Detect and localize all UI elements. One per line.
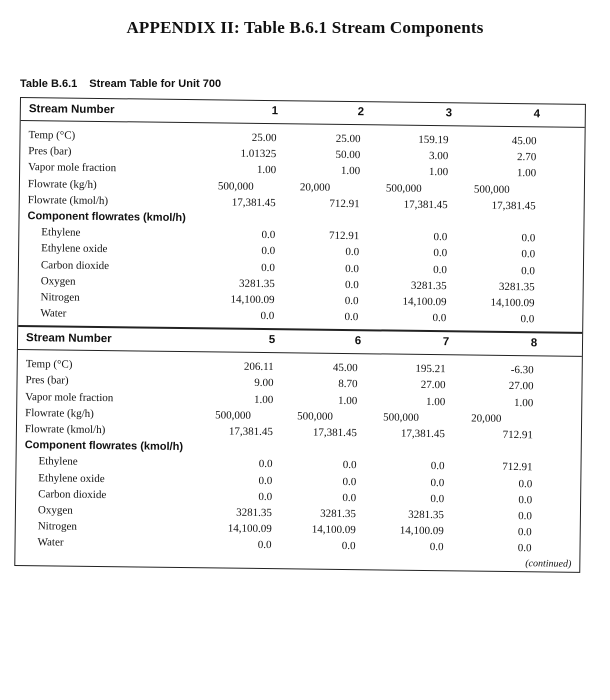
row-label: Oxygen (37, 504, 73, 517)
table-section-1 (18, 98, 585, 332)
table-cell: 0.0 (344, 294, 359, 308)
stream-table (14, 97, 586, 572)
table-cell: 17,381.45 (491, 199, 536, 213)
table-cell: 0.0 (518, 493, 533, 507)
table-cell: 1.00 (425, 395, 446, 408)
table-caption (20, 78, 221, 90)
stream-number: 7 (442, 336, 450, 349)
row-label: Flowrate (kg/h) (25, 406, 94, 420)
table-cell: 3281.35 (408, 508, 444, 522)
table-cell: 0.0 (258, 474, 273, 487)
row-label: Ethylene oxide (38, 471, 105, 485)
continued-note: (continued) (525, 557, 572, 570)
row-label: Ethylene (38, 455, 78, 469)
table-cell: 0.0 (344, 278, 359, 291)
table-cell: 0.0 (433, 263, 447, 276)
table-cell: 50.00 (335, 149, 361, 162)
table-cell: 3281.35 (236, 506, 273, 520)
table-cell: 0.0 (341, 540, 356, 553)
page-heading: APPENDIX II: Table B.6.1 Stream Components (126, 18, 484, 37)
table-cell: 2.70 (516, 151, 537, 164)
stream-number: 2 (357, 106, 365, 119)
row-label: Water (40, 307, 67, 320)
table-cell: 0.0 (257, 539, 272, 552)
table-cell: 17,381.45 (231, 196, 276, 209)
table-cell: 3281.35 (498, 280, 535, 293)
table-cell: 0.0 (261, 245, 276, 258)
table-cell: -6.30 (510, 364, 534, 377)
table-cell: 14,100.09 (230, 293, 275, 306)
stream-number-label: Stream Number (25, 332, 112, 346)
table-cell: 0.0 (429, 541, 444, 554)
table-cell: 0.0 (258, 458, 273, 471)
table-cell: 0.0 (520, 313, 535, 326)
row-label: Component flowrates (kmol/h) (27, 210, 186, 224)
table-cell: 0.0 (521, 232, 536, 245)
table-cell: 500,000 (383, 411, 419, 424)
table-cell: 0.0 (342, 475, 357, 488)
table-cell: 206.11 (243, 361, 274, 374)
table-section-2 (15, 325, 582, 571)
table-cell: 712.91 (502, 428, 533, 442)
table-cell: 3281.35 (320, 507, 357, 521)
row-label: Temp (°C) (25, 358, 73, 371)
table-cell: 0.0 (517, 542, 532, 555)
row-label: Pres (bar) (28, 145, 72, 158)
table-cell: 195.21 (415, 363, 446, 376)
table-cell: 25.00 (335, 132, 361, 146)
row-label: Ethylene (41, 226, 81, 239)
table-cell: 1.01325 (240, 147, 277, 161)
table-cell: 14,100.09 (490, 296, 535, 310)
table-cell: 1.00 (256, 164, 277, 177)
table-cell: 0.0 (518, 510, 532, 523)
table-cell: 17,381.45 (400, 427, 445, 441)
row-label: Vapor mole fraction (25, 390, 114, 404)
table-cell: 159.19 (418, 133, 449, 147)
table-cell: 3.00 (428, 150, 449, 163)
row-label: Carbon dioxide (38, 488, 107, 501)
table-cell: 20,000 (471, 412, 502, 425)
table-cell: 1.00 (513, 396, 534, 409)
row-label: Flowrate (kg/h) (27, 177, 97, 191)
row-label: Flowrate (kmol/h) (27, 193, 109, 207)
table-cell: 0.0 (345, 262, 360, 275)
table-cell: 1.00 (253, 393, 274, 406)
table-cell: 17,381.45 (228, 425, 273, 439)
row-label: Oxygen (40, 274, 76, 288)
stream-number: 4 (533, 108, 541, 121)
row-label: Flowrate (kmol/h) (24, 423, 106, 437)
table-cell: 14,100.09 (311, 523, 356, 537)
table-cell: 0.0 (344, 311, 359, 324)
table-cell: 0.0 (430, 460, 445, 473)
row-label: Temp (°C) (28, 129, 76, 142)
table-cell: 27.00 (420, 379, 446, 392)
table-cell: 500,000 (215, 409, 251, 422)
table-cell: 500,000 (473, 183, 510, 196)
row-label: Carbon dioxide (40, 258, 110, 272)
table-cell: 0.0 (518, 477, 533, 490)
table-cell: 0.0 (260, 310, 275, 323)
table-cell: 500,000 (297, 410, 333, 423)
table-cell: 3281.35 (410, 279, 447, 292)
table-cell: 9.00 (254, 377, 274, 390)
table-cell: 0.0 (433, 231, 448, 244)
table-cell: 27.00 (508, 380, 534, 393)
table-title: Stream Table for Unit 700 (89, 78, 222, 90)
stream-number: 1 (271, 105, 279, 118)
table-cell: 1.00 (516, 167, 537, 180)
table-cell: 14,100.09 (399, 524, 444, 538)
row-label: Component flowrates (kmol/h) (24, 439, 184, 454)
stream-number: 5 (268, 334, 276, 347)
stream-number: 3 (445, 107, 453, 120)
table-cell: 17,381.45 (312, 426, 357, 440)
table-cell: 0.0 (342, 459, 357, 472)
stream-number-label: Stream Number (28, 103, 115, 117)
row-label: Vapor mole fraction (28, 161, 117, 175)
table-id: Table B.6.1 (20, 78, 78, 90)
table-cell: 20,000 (299, 180, 331, 194)
table-cell: 1.00 (337, 394, 358, 407)
table-cell: 0.0 (521, 264, 535, 277)
table-cell: 14,100.09 (402, 295, 447, 309)
table-cell: 14,100.09 (227, 522, 272, 536)
table-cell: 45.00 (511, 135, 537, 148)
row-label: Nitrogen (40, 291, 80, 304)
table-cell: 3281.35 (238, 277, 275, 290)
table-cell: 17,381.45 (403, 198, 448, 211)
table-cell: 45.00 (332, 362, 358, 375)
table-cell: 1.00 (340, 165, 361, 178)
row-label: Water (37, 536, 64, 549)
table-cell: 0.0 (432, 312, 447, 325)
table-cell: 0.0 (517, 526, 532, 539)
table-cell: 0.0 (261, 229, 276, 242)
stream-number: 6 (354, 335, 362, 348)
table-cell: 712.91 (502, 461, 533, 474)
table-cell: 0.0 (521, 248, 536, 261)
table-cell: 712.91 (329, 229, 360, 243)
table-cell: 0.0 (261, 261, 276, 274)
table-cell: 0.0 (342, 491, 357, 504)
table-cell: 500,000 (217, 179, 254, 193)
row-label: Ethylene oxide (41, 242, 108, 256)
table-cell: 0.0 (433, 247, 448, 260)
table-cell: 1.00 (428, 166, 449, 179)
table-cell: 500,000 (385, 182, 422, 195)
table-cell: 0.0 (430, 492, 445, 505)
table-cell: 0.0 (258, 490, 273, 503)
table-cell: 25.00 (251, 131, 277, 145)
table-cell: 712.91 (329, 197, 360, 210)
row-label: Nitrogen (37, 520, 77, 533)
table-cell: 0.0 (345, 246, 360, 259)
stream-number: 8 (530, 337, 538, 350)
table-cell: 8.70 (338, 378, 358, 391)
table-cell: 0.0 (430, 476, 445, 489)
row-label: Pres (bar) (25, 374, 69, 388)
